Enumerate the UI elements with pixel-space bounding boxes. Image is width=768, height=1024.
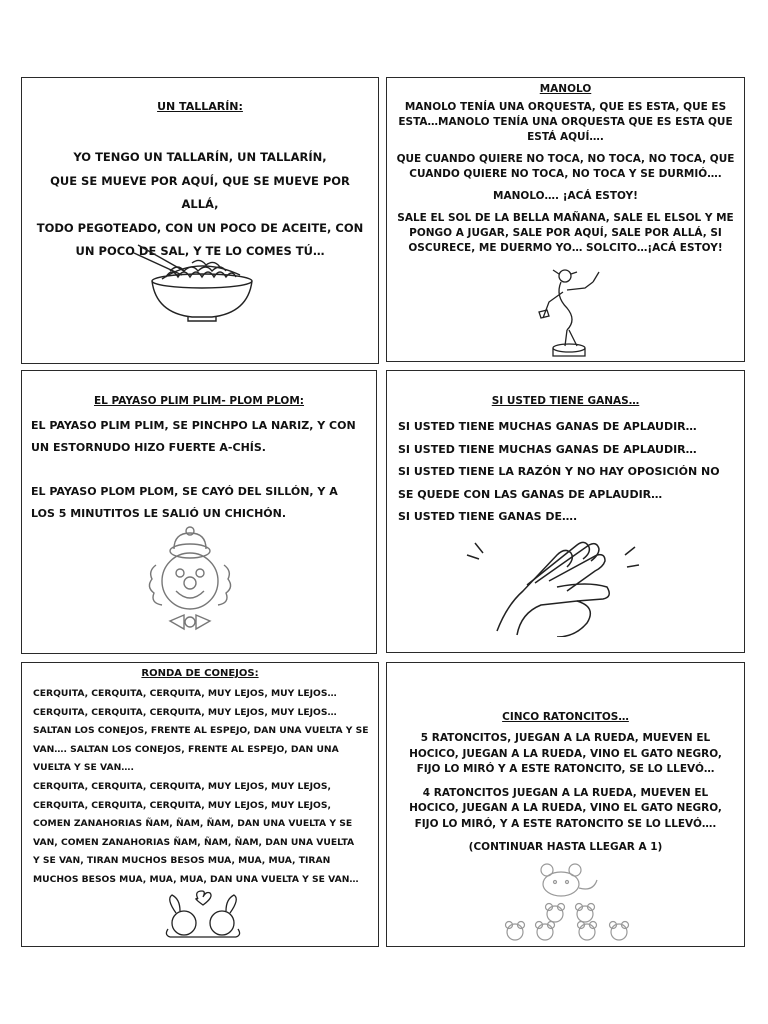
song-paragraph: QUE CUANDO QUIERE NO TOCA, NO TOCA, NO TOCA, QUE CUANDO QUIERE NO TOCA, NO TOCA Y SE DURMIÓ…. [396, 153, 735, 180]
song-paragraph: 4 RATONCITOS JUEGAN A LA RUEDA, MUEVEN EL HOCICO, JUEGAN A LA RUEDA, VINO EL GATO NEGRO, FIJO LO MIRÓ, Y A ESTE RATONCITO SE LO LLEVÓ…. [409, 786, 722, 830]
song-line: SALTAN LOS CONEJOS, FRENTE AL ESPEJO, DAN UNA VUELTA Y SE [33, 725, 369, 737]
song-line: VAN…. SALTAN LOS CONEJOS, FRENTE AL ESPEJO, DAN UNA [33, 743, 339, 755]
clapping-hands-illustration [457, 525, 647, 637]
song-paragraph: SALE EL SOL DE LA BELLA MAÑANA, SALE EL ELSOL Y ME PONGO A JUGAR, SALE POR AQUÍ, SALE POR ALLÁ, SI OSCURECE, ME DUERMO YO… SOLCITO…¡ACÁ ESTOY! [397, 212, 734, 254]
card-si-usted-tiene-ganas [386, 370, 745, 653]
card-title: MANOLO [539, 83, 592, 95]
card-ronda-de-conejos [21, 662, 379, 947]
card-cinco-ratoncitos [386, 662, 745, 947]
song-line: COMEN ZANAHORIAS ÑAM, ÑAM, ÑAM, DAN UNA VUELTA Y SE [33, 818, 353, 830]
card-title: SI USTED TIENE GANAS… [491, 395, 640, 407]
clown-illustration [142, 525, 238, 643]
song-paragraph: 5 RATONCITOS, JUEGAN A LA RUEDA, MUEVEN EL HOCICO, JUEGAN A LA RUEDA, VINO EL GATO NEGRO, FIJO LO MIRÓ Y A ESTE RATONCITO, SE LO LLEVÓ… [409, 732, 722, 775]
song-paragraph: EL PAYASO PLOM PLOM, SE CAYÓ DEL SILLÓN, Y A LOS 5 MINUTITOS LE SALIÓ UN CHICHÓN. [31, 485, 338, 520]
card-body [398, 416, 736, 529]
song-paragraph: MANOLO TENÍA UNA ORQUESTA, QUE ES ESTA, QUE ES ESTA…MANOLO TENÍA UNA ORQUESTA QUE ES ESTA QUE ESTÁ AQUÍ…. [398, 101, 733, 143]
card-payaso [21, 370, 377, 654]
song-line: CERQUITA, CERQUITA, CERQUITA, MUY LEJOS, MUY LEJOS, [33, 799, 331, 811]
song-line: QUE SE MUEVE POR AQUÍ, QUE SE MUEVE POR ALLÁ, [50, 173, 350, 211]
bunnies-illustration [162, 889, 244, 941]
song-line: SI USTED TIENE LA RAZÓN Y NO HAY OPOSICIÓN NO [398, 465, 720, 478]
song-line: MUCHOS BESOS MUA, MUA, MUA, DAN UNA VUELTA Y SE VAN… [33, 873, 359, 885]
song-paragraph: (CONTINUAR HASTA LLEGAR A 1) [468, 841, 663, 853]
song-line: SI USTED TIENE MUCHAS GANAS DE APLAUDIR… [398, 442, 697, 456]
song-line: CERQUITA, CERQUITA, CERQUITA, MUY LEJOS, MUY LEJOS… [33, 706, 337, 718]
song-line: VAN, COMEN ZANAHORIAS ÑAM, ÑAM, ÑAM, DAN UNA VUELTA [33, 836, 355, 848]
song-paragraph: MANOLO…. ¡ACÁ ESTOY! [493, 190, 638, 202]
song-line: CERQUITA, CERQUITA, CERQUITA, MUY LEJOS, MUY LEJOS, [33, 780, 331, 792]
song-line: SI USTED TIENE MUCHAS GANAS DE APLAUDIR… [398, 420, 697, 433]
card-body [395, 100, 736, 263]
song-line: CERQUITA, CERQUITA, CERQUITA, MUY LEJOS, MUY LEJOS… [33, 688, 337, 699]
song-line: SI USTED TIENE GANAS DE…. [398, 510, 578, 523]
card-title: CINCO RATONCITOS… [502, 711, 629, 723]
card-body [33, 685, 370, 890]
conductor-illustration [527, 266, 607, 358]
card-title: EL PAYASO PLIM PLIM- PLOM PLOM: [93, 395, 305, 407]
card-title: UN TALLARÍN: [157, 100, 243, 113]
song-line: SE QUEDE CON LAS GANAS DE APLAUDIR… [398, 487, 663, 501]
song-paragraph: EL PAYASO PLIM PLIM, SE PINCHPO LA NARIZ, Y CON UN ESTORNUDO HIZO FUERTE A-CHÍS. [31, 419, 356, 454]
song-line: Y SE VAN, TIRAN MUCHOS BESOS MUA, MUA, MUA, TIRAN [33, 855, 331, 867]
song-line: UN POCO DE SAL, Y TE LO COMES TÚ… [75, 244, 325, 258]
card-un-tallarin [21, 77, 379, 364]
card-title: RONDA DE CONEJOS: [141, 668, 259, 679]
song-line: YO TENGO UN TALLARÍN, UN TALLARÍN, [73, 150, 327, 164]
card-manolo [386, 77, 745, 362]
card-body [397, 731, 734, 864]
song-line: VUELTA Y SE VAN…. [33, 762, 134, 774]
card-body [31, 415, 364, 525]
mice-illustration [491, 856, 641, 946]
noodle-bowl-illustration [132, 241, 262, 323]
song-line: TODO PEGOTEADO, CON UN POCO DE ACEITE, CON [36, 220, 364, 235]
